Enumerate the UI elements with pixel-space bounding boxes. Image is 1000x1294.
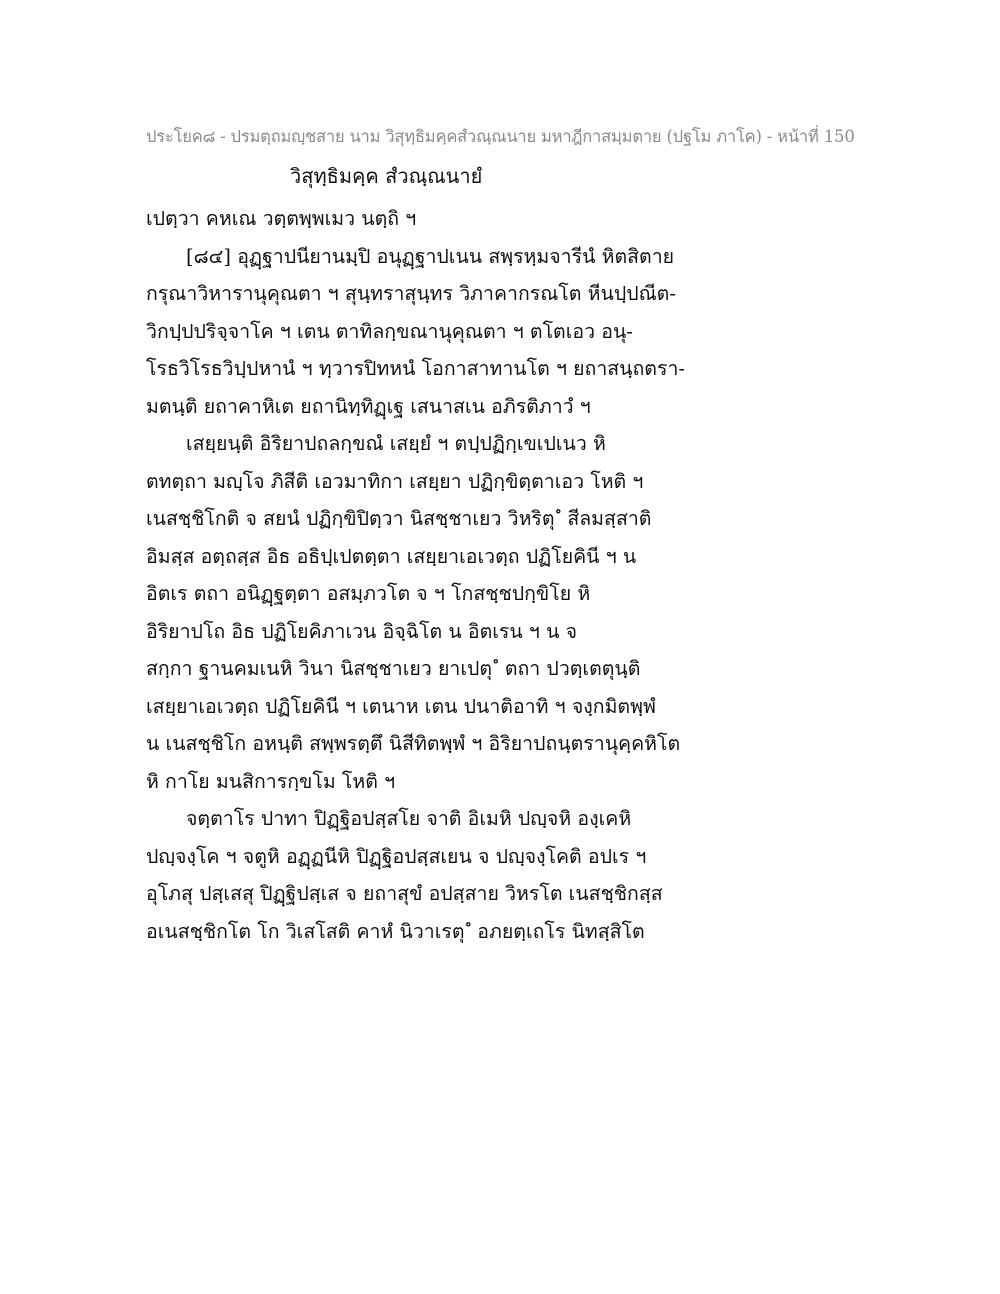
- text-line: อิตเร ตถา อนิฏฺฐตฺตา อสมฺภวโต จ ฯ โกสชฺชปกฺขิโย หิ: [146, 582, 591, 605]
- text-line: โรธวิโรธวิปฺปหานํ ฯ ทฺวารปิทหนํ โอกาสาทานโต ฯ ยถาสนฺถตรา-: [146, 357, 685, 380]
- text-line: ตทตฺถา มญฺโจ ภิสีติ เอวมาทิกา เสยฺยา ปฏิกฺขิตฺตาเอว โหติ ฯ: [146, 469, 644, 493]
- book-title: วิสุทฺธิมคฺค สํวณฺณนายํ: [290, 164, 483, 188]
- text-line: เสยฺยาเอเวตฺถ ปฏิโยคินี ฯ เตนาห เตน ปนาติอาทิ ฯ จงฺกมิตพฺพํ: [146, 694, 656, 718]
- text-line: ปญฺจงฺโค ฯ จตูหิ อฏฺฏนีหิ ปิฏฺฐิอปสฺสเยน จ ปญฺจงฺโคติ อปเร ฯ: [146, 844, 647, 868]
- text-line: อเนสชฺชิกโต โก วิเสโสติ คาหํ นิวาเรตุ ํ อภยตฺเถโร นิทสฺสิโต: [146, 919, 645, 943]
- text-line: กรุณาวิหารานุคุณตา ฯ สุนฺทราสุนฺทร วิภาคากรณโต หีนปฺปณีต-: [146, 282, 676, 305]
- text-line: วิกปฺปปริจฺจาโค ฯ เตน ตาทิลกฺขณานุคุณตา ฯ ตโตเอว อนุ-: [146, 319, 633, 343]
- paragraph-start-line: จตฺตาโร ปาทา ปิฏฺฐิอปสฺสโย จาติ อิเมหิ ปญฺจหิ องฺเคหิ: [186, 807, 632, 830]
- text-line: อิริยาปโถ อิธ ปฏิโยคิภาเวน อิจฺฉิโต น อิตเรน ฯ น จ: [146, 619, 578, 643]
- paragraph-start-line: เสยฺยนฺติ อิริยาปถลกฺขณํ เสยฺยํ ฯ ตปฺปฏิกฺเขเปเนว หิ: [186, 432, 606, 455]
- text-line: น เนสชฺชิโก อหนฺติ สพฺพรตฺตึ นิสีทิตพฺพํ ฯ อิริยาปถนฺตรานุคฺคหิโต: [146, 732, 681, 755]
- text-line: อุโภสุ ปสฺเสสุ ปิฏฺฐิปสฺเส จ ยถาสุขํ อปสฺสาย วิหรโต เนสชฺชิกสฺส: [146, 882, 663, 905]
- text-line: มตนฺติ ยถาคาหิเต ยถานิทฺทิฏฺเฐ เสนาสเน อภิรติภาวํ ฯ: [146, 394, 591, 418]
- text-line: อิมสฺส อตฺถสฺส อิธ อธิปฺเปตตฺตา เสยฺยาเอเวตฺถ ปฏิโยคินี ฯ น: [146, 544, 637, 568]
- body-text: [146, 200, 866, 950]
- running-header: ประโยค๘ - ปรมตฺถมญฺชสาย นาม วิสุทฺธิมคฺคสํวณฺณนาย มหาฎีกาสมฺมตาย (ปฐโม ภาโค) - หน้าที่ 150: [146, 127, 855, 146]
- text-line: สกฺกา ฐานคมเนหิ วินา นิสชฺชาเยว ยาเปตุ ํ ตถา ปวตฺเตตุนฺติ: [146, 657, 641, 680]
- text-line: หิ กาโย มนสิการกฺขโม โหติ ฯ: [146, 769, 396, 793]
- text-line: เปตฺวา คหเณ วตฺตพฺพเมว นตฺถิ ฯ: [146, 207, 417, 230]
- paragraph-start-line: [๘๔] อุฏฺฐาปนียานมฺปิ อนุฏฺฐาปเนน สพฺรหฺมจารีนํ หิตสิตาย: [186, 244, 675, 268]
- text-line: เนสชฺชิโกติ จ สยนํ ปฏิกฺขิปิตฺวา นิสชฺชาเยว วิหริตุ ํ สีลมสฺสาติ: [146, 507, 652, 530]
